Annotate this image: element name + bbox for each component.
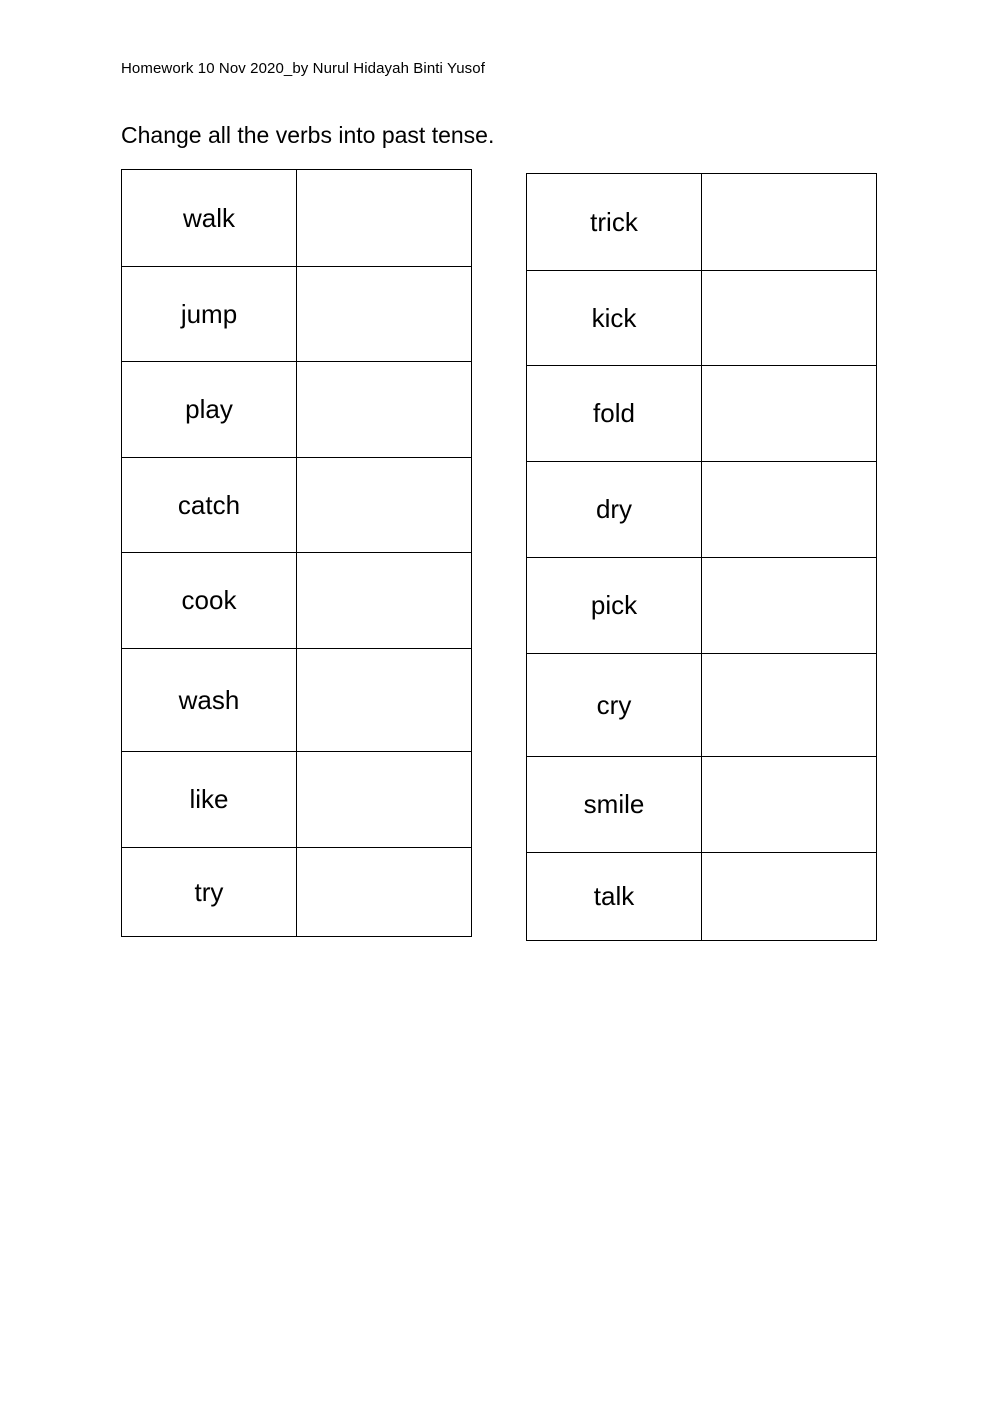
verb-cell: cry — [527, 654, 702, 757]
verb-cell: kick — [527, 271, 702, 366]
answer-input[interactable] — [297, 880, 471, 908]
left-verb-table — [121, 169, 472, 937]
answer-input[interactable] — [297, 206, 471, 234]
answer-cell[interactable] — [297, 458, 472, 553]
verb-cell: trick — [527, 174, 702, 271]
verb-cell: pick — [527, 558, 702, 654]
answer-cell[interactable] — [702, 462, 877, 558]
answer-cell[interactable] — [297, 267, 472, 362]
verb-cell: try — [122, 848, 297, 937]
answer-input[interactable] — [297, 588, 471, 616]
right-verb-table — [526, 173, 877, 941]
answer-input[interactable] — [702, 306, 876, 334]
table-row — [122, 362, 472, 458]
answer-input[interactable] — [702, 497, 876, 525]
table-row — [527, 654, 877, 757]
table-row — [527, 366, 877, 462]
answer-cell[interactable] — [297, 362, 472, 458]
answer-cell[interactable] — [702, 366, 877, 462]
answer-cell[interactable] — [297, 553, 472, 649]
instruction-text: Change all the verbs into past tense. — [121, 122, 495, 148]
table-row — [527, 558, 877, 654]
verb-cell: jump — [122, 267, 297, 362]
table-row — [122, 458, 472, 553]
table-row — [527, 853, 877, 941]
answer-input[interactable] — [702, 884, 876, 912]
answer-input[interactable] — [297, 302, 471, 330]
answer-input[interactable] — [702, 593, 876, 621]
table-row — [527, 174, 877, 271]
answer-input[interactable] — [297, 493, 471, 521]
verb-cell: wash — [122, 649, 297, 752]
table-row — [122, 752, 472, 848]
answer-cell[interactable] — [297, 752, 472, 848]
answer-cell[interactable] — [702, 174, 877, 271]
verb-cell: play — [122, 362, 297, 458]
table-row — [122, 267, 472, 362]
table-row — [122, 649, 472, 752]
answer-input[interactable] — [702, 401, 876, 429]
table-row — [122, 170, 472, 267]
answer-input[interactable] — [702, 693, 876, 721]
answer-cell[interactable] — [297, 649, 472, 752]
answer-cell[interactable] — [702, 853, 877, 941]
table-row — [122, 553, 472, 649]
verb-cell: talk — [527, 853, 702, 941]
table-row — [527, 271, 877, 366]
answer-input[interactable] — [297, 787, 471, 815]
verb-cell: fold — [527, 366, 702, 462]
table-row — [527, 462, 877, 558]
answer-cell[interactable] — [702, 558, 877, 654]
answer-cell[interactable] — [297, 170, 472, 267]
verb-cell: catch — [122, 458, 297, 553]
verb-cell: dry — [527, 462, 702, 558]
answer-cell[interactable] — [297, 848, 472, 937]
answer-input[interactable] — [297, 397, 471, 425]
answer-cell[interactable] — [702, 757, 877, 853]
verb-cell: like — [122, 752, 297, 848]
answer-cell[interactable] — [702, 271, 877, 366]
table-row — [527, 757, 877, 853]
verb-cell: walk — [122, 170, 297, 267]
answer-cell[interactable] — [702, 654, 877, 757]
worksheet-header: Homework 10 Nov 2020_by Nurul Hidayah Binti Yusof — [121, 60, 485, 77]
answer-input[interactable] — [702, 792, 876, 820]
verb-cell: cook — [122, 553, 297, 649]
table-row — [122, 848, 472, 937]
answer-input[interactable] — [297, 688, 471, 716]
answer-input[interactable] — [702, 210, 876, 238]
verb-cell: smile — [527, 757, 702, 853]
